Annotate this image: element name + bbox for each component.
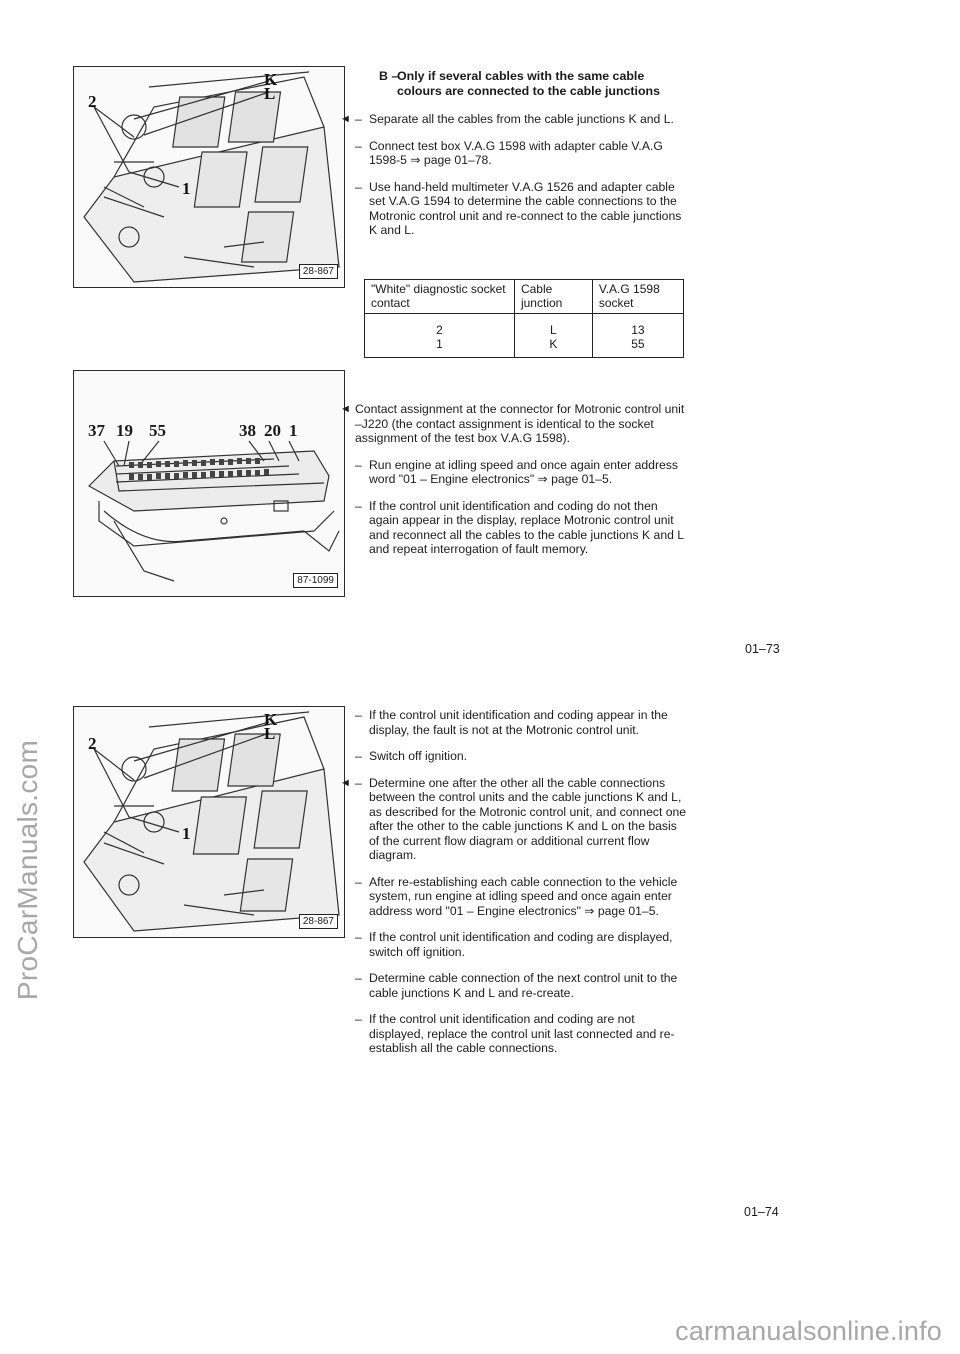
pin-label: 55 — [149, 421, 166, 440]
figure-reference: 28-867 — [299, 914, 338, 929]
step-item: ◄ – Separate all the cables from the cable junctions K and L. — [340, 112, 674, 126]
step-item: – If the control unit identification and coding appear in the display, the fault is not at the Motronic control unit. — [355, 708, 668, 737]
section-b-steps — [340, 112, 690, 250]
step-item: ◄ – Determine one after the other all the cable connections between the control units and the cable junctions K and L, as described for the Motronic control unit, and connect one after the other to the cable junctions K and L on the basis of the current flow diagram or additional current flow diagram. — [340, 775, 687, 862]
table-cell: 2 1 — [365, 314, 515, 358]
pin-label: 38 — [239, 421, 256, 440]
page-number: 01–74 — [744, 1205, 779, 1219]
pin-label: 37 — [88, 421, 105, 440]
figure-reference: 87-1099 — [293, 573, 338, 588]
pin-labels — [84, 421, 334, 445]
table-row — [365, 314, 684, 358]
label-2: 2 — [88, 734, 97, 753]
step-item: – Determine cable connection of the next control unit to the cable junctions K and L and re-create. — [355, 971, 678, 1000]
side-watermark: ProCarManuals.com — [12, 739, 43, 1001]
step-item: – If the control unit identification and coding are displayed, switch off ignition. — [355, 930, 673, 959]
step-item: – After re-establishing each cable connection to the vehicle system, run engine at idling speed and once again enter address word "01 – Engine electronics" ⇒ page 01–5. — [355, 874, 678, 918]
connector-drawing — [74, 371, 344, 596]
relay-panel-drawing — [74, 707, 344, 937]
relay-panel-drawing — [74, 67, 344, 287]
label-k: K — [264, 710, 278, 729]
lower-steps — [340, 708, 690, 1068]
section-b-heading — [379, 69, 689, 99]
label-1: 1 — [182, 179, 191, 198]
pointer-arrow-icon: ◄ — [340, 403, 351, 415]
pin-label: 19 — [116, 421, 133, 440]
step-item: – Switch off ignition. — [355, 749, 468, 763]
label-2: 2 — [88, 92, 97, 111]
contact-note: ◄ Contact assignment at the connector for Motronic control unit –J220 (the contact assignment is identical to the socket assignment of the test box V.A.G 1598). — [340, 402, 685, 445]
table-cell: 13 55 — [592, 314, 683, 358]
figure-reference: 28-867 — [299, 264, 338, 279]
table-header: V.A.G 1598 socket — [592, 280, 683, 314]
pin-label: 20 — [264, 421, 281, 440]
contact-note-block — [340, 402, 690, 569]
relay-panel-figure-bottom — [73, 706, 345, 938]
step-item: – Use hand-held multimeter V.A.G 1526 and adapter cable set V.A.G 1594 to determine the cable connections to the Motronic control unit and re-connect to the cable junctions K and L. — [355, 179, 682, 237]
section-marker: B – — [379, 69, 399, 83]
table-cell: L K — [514, 314, 592, 358]
contact-assignment-table — [364, 279, 684, 358]
connector-figure — [73, 370, 345, 597]
pointer-arrow-icon: ◄ — [340, 113, 351, 125]
table-header: Cable junction — [514, 280, 592, 314]
step-item: – Connect test box V.A.G 1598 with adapter cable V.A.G 1598-5 ⇒ page 01–78. — [355, 138, 663, 167]
label-l: L — [264, 724, 276, 743]
pointer-arrow-icon: ◄ — [340, 776, 351, 789]
section-title: Only if several cables with the same cable colours are connected to the cable junctions — [397, 69, 661, 98]
page-number: 01–73 — [745, 642, 780, 656]
step-item: – If the control unit identification and coding are not displayed, replace the control unit last connected and re-establish all the cable connections. — [355, 1012, 675, 1055]
step-item: – Run engine at idling speed and once again enter address word "01 – Engine electronics" ⇒ page 01–5. — [355, 457, 678, 486]
pin-label: 1 — [289, 421, 298, 440]
relay-panel-figure-top — [73, 66, 345, 288]
label-l: L — [264, 84, 276, 103]
label-k: K — [264, 70, 278, 89]
label-1: 1 — [182, 824, 191, 843]
step-item: – If the control unit identification and coding do not then again appear in the display, replace Motronic control unit and reconnect all the cables to the cable junctions K and L and repeat interrogation of fault memory. — [355, 498, 684, 556]
table-header: "White" diagnostic socket contact — [365, 280, 515, 314]
bottom-watermark: carmanualsonline.info — [675, 1316, 942, 1346]
